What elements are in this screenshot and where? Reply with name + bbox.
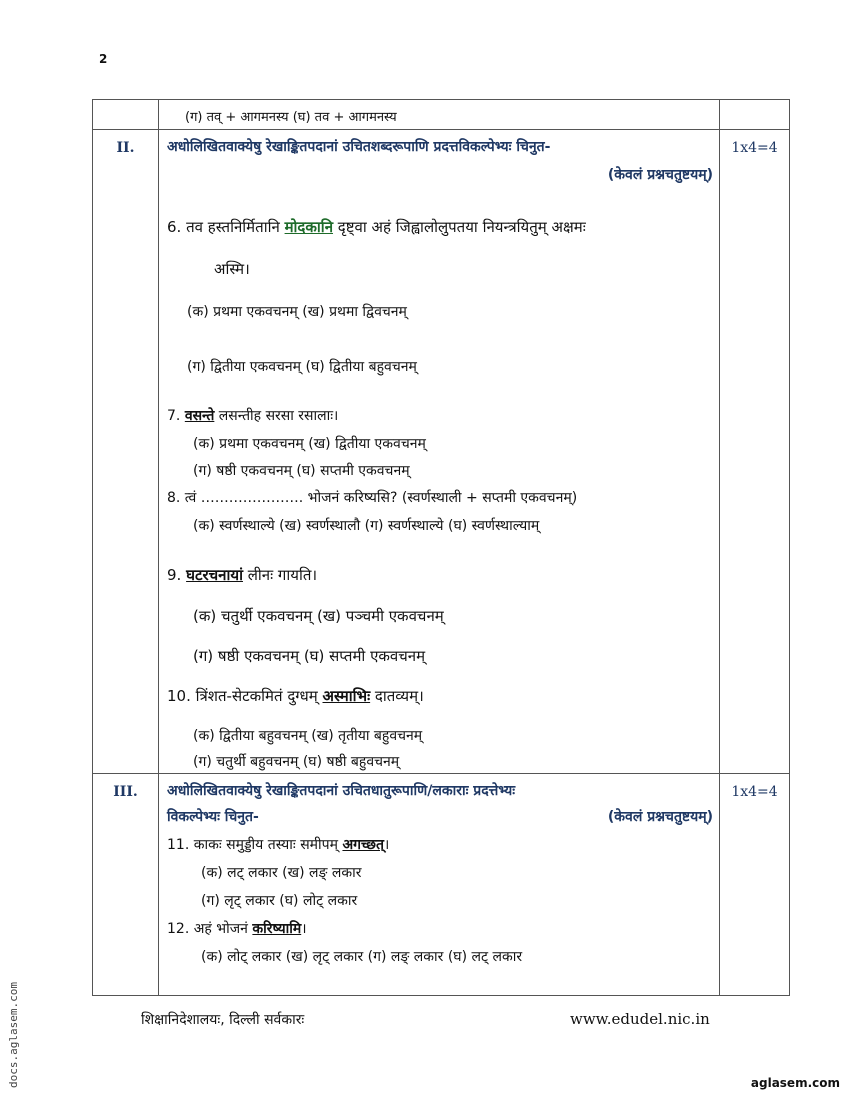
underlined-word: अगच्छत् [342, 837, 384, 853]
number-cell [93, 100, 159, 130]
section-marks: 1x4=4 [720, 130, 790, 774]
footer-website: www.edudel.nic.in [570, 1010, 710, 1028]
option-line: (क) द्वितीया बहुवचनम् (ख) तृतीया बहुवचनम् [193, 728, 423, 744]
option-line: (क) चतुर्थी एकवचनम् (ख) पञ्चमी एकवचनम् [193, 607, 444, 625]
section-instruction: अधोलिखितवाक्येषु रेखाङ्कितपदानां उचितधातुरूपाणि/लकाराः प्रदत्तेभ्यः [167, 783, 516, 799]
question-9: 9. घटरचनायां लीनः गायति। [167, 566, 318, 584]
underlined-word: घटरचनायां [186, 566, 243, 584]
section-number: III. [93, 774, 159, 996]
table-row [93, 100, 790, 130]
section-content [159, 130, 720, 774]
option-line: (क) प्रथमा एकवचनम् (ख) प्रथमा द्विवचनम् [187, 304, 407, 320]
question-11: 11. काकः समुड्डीय तस्याः समीपम् अगच्छत्। [167, 837, 390, 853]
brand-logo-text: aglasem.com [750, 1076, 840, 1090]
table-row [93, 774, 790, 996]
marks-cell [720, 100, 790, 130]
section-instruction-note: (केवलं प्रश्नचतुष्टयम्) [607, 167, 713, 183]
section-number: II. [93, 130, 159, 774]
underlined-word: वसन्ते [184, 408, 215, 424]
section-instruction-note: (केवलं प्रश्नचतुष्टयम्) [607, 809, 713, 825]
question-10: 10. त्रिंशत-सेटकमितं दुग्धम् अस्माभिः दातव्यम्। [167, 687, 424, 705]
option-line: (ग) तव् + आगमनस्य (घ) तव + आगमनस्य [185, 110, 397, 125]
section-instruction: अधोलिखितवाक्येषु रेखाङ्कितपदानां उचितशब्दरूपाणि प्रदत्तविकल्पेभ्यः चिनुत- [167, 139, 551, 155]
footer-directorate: शिक्षानिदेशालयः, दिल्ली सर्वकारः [141, 1012, 305, 1028]
option-line: (ग) षष्ठी एकवचनम् (घ) सप्तमी एकवचनम् [193, 647, 426, 665]
option-line: (ग) लृट् लकार (घ) लोट् लकार [201, 893, 358, 909]
option-line: (क) स्वर्णस्थाल्ये (ख) स्वर्णस्थालौ (ग) स्वर्णस्थाल्ये (घ) स्वर्णस्थाल्याम् [193, 518, 540, 534]
question-6-cont: अस्मि। [214, 260, 250, 278]
question-table [92, 99, 790, 996]
option-line: (ग) षष्ठी एकवचनम् (घ) सप्तमी एकवचनम् [193, 463, 410, 479]
underlined-word: करिष्यामि [252, 921, 302, 937]
underlined-word: अस्माभिः [322, 687, 371, 705]
question-6: 6. तव हस्तनिर्मितानि मोदकानि दृष्ट्वा अहं जिह्वालोलुपतया नियन्त्रयितुम् अक्षमः [167, 218, 586, 236]
page-number: 2 [99, 52, 108, 66]
question-7: 7. वसन्ते लसन्तीह सरसा रसालाः। [167, 408, 339, 424]
question-12: 12. अहं भोजनं करिष्यामि। [167, 921, 307, 937]
section-instruction-2: विकल्पेभ्यः चिनुत- [167, 809, 259, 825]
section-content [159, 774, 720, 996]
content-cell [159, 100, 720, 130]
option-line: (क) लोट् लकार (ख) लृट् लकार (ग) लङ् लकार (घ) लट् लकार [201, 949, 523, 965]
section-marks: 1x4=4 [720, 774, 790, 996]
option-line: (ग) चतुर्थी बहुवचनम् (घ) षष्ठी बहुवचनम् [193, 754, 400, 770]
option-line: (क) लट् लकार (ख) लङ् लकार [201, 865, 362, 881]
option-line: (क) प्रथमा एकवचनम् (ख) द्वितीया एकवचनम् [193, 436, 426, 452]
option-line: (ग) द्वितीया एकवचनम् (घ) द्वितीया बहुवचनम् [187, 359, 417, 375]
question-8: 8. त्वं …………………. भोजनं करिष्यसि? (स्वर्णस्थाली + सप्तमी एकवचनम्) [167, 490, 578, 506]
underlined-word: मोदकानि [284, 218, 334, 236]
side-watermark: docs.aglasem.com [7, 982, 20, 1088]
table-row [93, 130, 790, 774]
